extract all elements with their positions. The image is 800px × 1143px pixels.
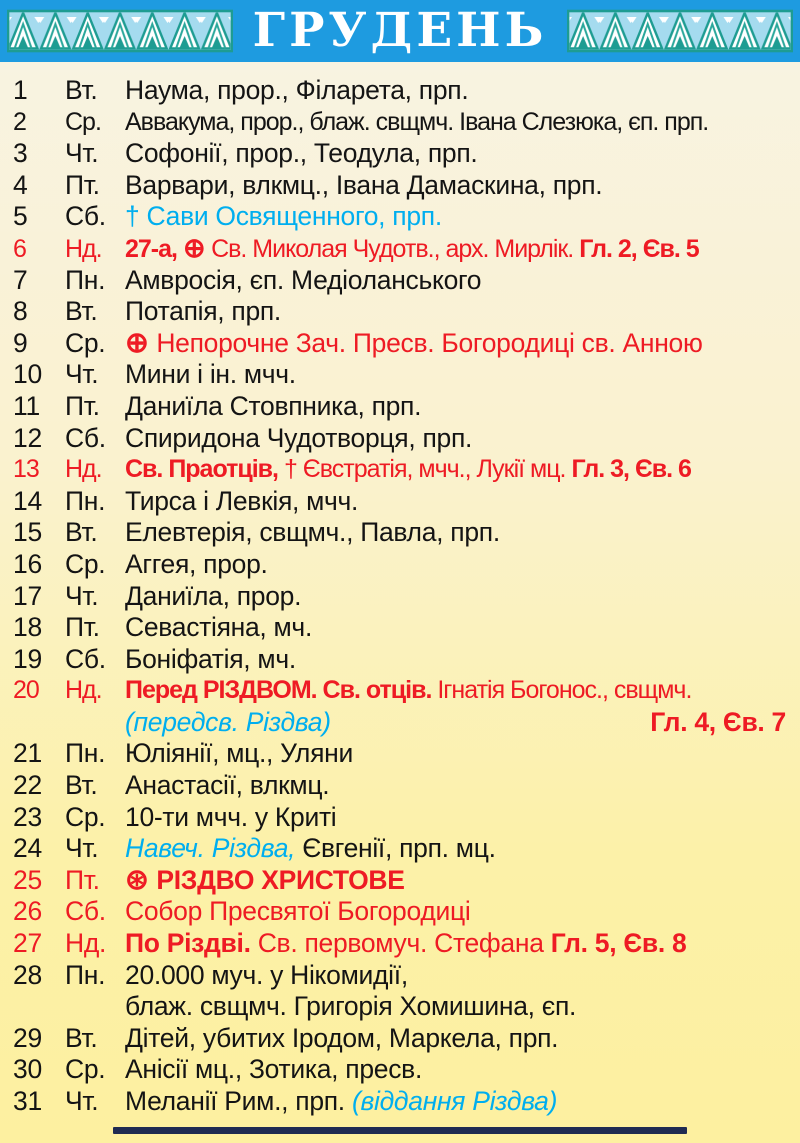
calendar-row xyxy=(0,549,800,581)
entry-segments xyxy=(125,960,408,990)
calendar-row xyxy=(0,138,800,170)
day-number: 23 xyxy=(13,801,42,832)
day-of-week: Чт. xyxy=(65,359,99,390)
day-entry-text xyxy=(125,865,800,897)
entry-segments xyxy=(125,991,576,1023)
entry-text-segment: По Різдві. xyxy=(125,928,258,959)
entry-segments xyxy=(125,517,500,547)
entry-text-segment: (передсв. Різдва) xyxy=(125,706,331,737)
calendar-row xyxy=(0,612,800,644)
entry-text-segment: 20.000 муч. у Нікомидії, xyxy=(125,959,408,990)
day-of-week: Пн. xyxy=(65,959,106,990)
calendar-row xyxy=(0,391,800,423)
entry-text-segment: Св. Миколая Чудотв., арх. Мирлік. xyxy=(211,234,580,263)
day-number: 26 xyxy=(13,896,42,927)
day-number: 21 xyxy=(13,738,42,769)
day-number: 13 xyxy=(13,455,39,484)
entry-text-segment: Аггея, прор. xyxy=(125,548,268,579)
entry-segments xyxy=(125,833,496,863)
day-of-week: Ср. xyxy=(65,107,101,136)
day-of-week: Пт. xyxy=(65,390,100,421)
entry-text-segment: Амвросія, єп. Медіоланського xyxy=(125,264,482,295)
day-of-week: Нд. xyxy=(65,928,107,959)
entry-text-segment: † Сави Освященного, прп. xyxy=(125,201,442,232)
entry-text-segment: Наума, прор., Філарета, прп. xyxy=(125,75,469,105)
calendar-row xyxy=(0,170,800,202)
day-of-week: Нд. xyxy=(65,234,102,263)
entry-segments xyxy=(125,1054,422,1084)
month-title: ГРУДЕНЬ xyxy=(252,3,548,58)
day-number: 8 xyxy=(13,296,28,327)
entry-segments xyxy=(125,1086,557,1116)
day-entry-text xyxy=(125,675,800,707)
entry-text-segment: (віддання Різдва) xyxy=(351,1086,558,1116)
day-entry-text xyxy=(125,896,800,928)
day-of-week: Пт. xyxy=(65,864,100,895)
day-of-week: Ср. xyxy=(65,548,106,579)
day-number: 1 xyxy=(13,75,28,105)
day-entry-text xyxy=(125,328,800,360)
day-entry-text xyxy=(125,201,800,233)
entry-segments xyxy=(125,359,296,389)
day-number: 10 xyxy=(13,359,42,390)
entry-segments xyxy=(125,170,602,200)
entry-text-segment: Анісії мц., Зотика, пресв. xyxy=(125,1054,423,1085)
calendar-row xyxy=(0,802,800,834)
day-number: 9 xyxy=(13,327,28,358)
entry-text-segment: Євгенії, прп. мц. xyxy=(302,833,496,864)
calendar-row xyxy=(0,107,800,139)
entry-segments xyxy=(125,108,708,136)
entry-segments xyxy=(125,865,405,895)
day-entry-text xyxy=(125,707,800,739)
entry-text-segment: Софонії, прор., Теодула, прп. xyxy=(125,138,478,169)
feast-cross-icon: ⊕ xyxy=(125,327,157,359)
calendar-row-continuation xyxy=(0,991,800,1023)
day-of-week: Вт. xyxy=(65,517,98,548)
day-number: 14 xyxy=(13,485,42,516)
entry-segments xyxy=(125,581,301,611)
calendar-row xyxy=(0,770,800,802)
calendar-row xyxy=(0,233,800,265)
calendar-row xyxy=(0,675,800,707)
entry-segments xyxy=(125,75,468,105)
ornament-band-right-icon xyxy=(567,8,793,54)
calendar-row xyxy=(0,581,800,613)
footer-divider-bar xyxy=(113,1127,687,1134)
entry-text-segment: Потапія, прп. xyxy=(125,296,281,327)
entry-segments xyxy=(125,265,481,295)
day-of-week: Сб. xyxy=(65,643,106,674)
entry-text-segment: Непорочне Зач. Пресв. Богородиці св. Анною xyxy=(156,327,703,358)
day-of-week: Ср. xyxy=(65,327,106,358)
calendar-row xyxy=(0,928,800,960)
day-of-week: Чт. xyxy=(65,833,99,864)
day-number: 12 xyxy=(13,422,42,453)
day-entry-text xyxy=(125,233,800,266)
day-number: 19 xyxy=(13,643,42,674)
day-number: 18 xyxy=(13,612,42,643)
day-of-week: Пн. xyxy=(65,485,106,516)
day-entry-text xyxy=(125,1054,800,1086)
day-number: 2 xyxy=(13,107,26,136)
entry-text-segment: Даниїла Стовпника, прп. xyxy=(125,390,422,421)
calendar-row xyxy=(0,865,800,897)
entry-segments xyxy=(125,455,691,483)
entry-segments xyxy=(125,770,329,800)
entry-text-segment: Мини і ін. мчч. xyxy=(125,359,296,390)
day-number: 3 xyxy=(13,138,28,169)
day-of-week: Ср. xyxy=(65,1054,106,1085)
entry-text-segment: 27-а, xyxy=(125,234,183,263)
day-number: 4 xyxy=(13,169,28,200)
day-entry-text xyxy=(125,928,800,960)
feast-cross-icon: ⊛ xyxy=(125,864,157,896)
entry-text-segment: Ігнатія Богонос., свщмч. xyxy=(437,676,692,705)
day-number: 28 xyxy=(13,959,42,990)
entry-text-segment: Даниїла, прор. xyxy=(125,580,302,611)
calendar-row xyxy=(0,1023,800,1055)
calendar-row xyxy=(0,960,800,992)
entry-text-segment: Гл. 5, Єв. 8 xyxy=(550,928,687,959)
entry-segments xyxy=(125,201,442,231)
entry-segments xyxy=(125,612,312,642)
entry-segments xyxy=(125,391,421,421)
calendar-row xyxy=(0,644,800,676)
day-number: 25 xyxy=(13,864,42,895)
day-entry-text xyxy=(125,517,800,549)
calendar-row xyxy=(0,201,800,233)
calendar-row xyxy=(0,1054,800,1086)
calendar-row xyxy=(0,454,800,486)
entry-text-segment: Севастіяна, мч. xyxy=(125,612,313,643)
day-entry-text xyxy=(125,391,800,423)
day-entry-text xyxy=(125,75,800,107)
entry-text-segment: Варвари, влкмц., Івана Дамаскина, прп. xyxy=(125,169,603,200)
day-number: 15 xyxy=(13,517,42,548)
day-entry-text xyxy=(125,107,800,139)
day-entry-text xyxy=(125,991,800,1023)
entry-text-segment: Перед РІЗДВОМ. Св. отців. xyxy=(125,676,438,705)
day-of-week: Чт. xyxy=(65,580,99,611)
entry-text-segment: 10-ти мчч. у Криті xyxy=(125,801,337,832)
entry-segments xyxy=(125,328,703,358)
day-number: 16 xyxy=(13,548,42,579)
day-entry-text xyxy=(125,770,800,802)
entry-right-aligned-text: Гл. 4, Єв. 7 xyxy=(650,706,786,737)
calendar-row xyxy=(0,296,800,328)
entry-segments xyxy=(125,232,699,263)
day-of-week: Чт. xyxy=(65,1086,99,1116)
calendar-row xyxy=(0,359,800,391)
calendar-row xyxy=(0,738,800,770)
day-number: 20 xyxy=(13,676,39,705)
entry-segments xyxy=(125,676,691,704)
day-of-week: Чт. xyxy=(65,138,99,169)
day-of-week: Нд. xyxy=(65,676,102,705)
entry-text-segment: Елевтерія, свщмч., Павла, прп. xyxy=(125,517,500,548)
entry-segments xyxy=(125,138,477,168)
day-entry-text xyxy=(125,1086,800,1118)
calendar-row xyxy=(0,517,800,549)
day-number: 31 xyxy=(13,1086,42,1116)
entry-segments xyxy=(125,896,470,926)
entry-text-segment: Аввакума, прор., блаж. свщмч. Івана Слезюка, єп. прп. xyxy=(125,107,709,136)
entry-text-segment: Гл. 3, Єв. 6 xyxy=(571,455,691,484)
day-of-week: Сб. xyxy=(65,201,106,232)
entry-text-segment: Меланії Рим., прп. xyxy=(125,1086,352,1116)
entry-text-segment: Спиридона Чудотворця, прп. xyxy=(125,422,473,453)
day-entry-text xyxy=(125,644,800,676)
entry-text-segment: Св. первомуч. Стефана xyxy=(257,928,551,959)
day-entry-text xyxy=(125,549,800,581)
entry-segments xyxy=(125,802,336,832)
calendar-row-continuation xyxy=(0,707,800,739)
entry-text-segment: Навеч. Різдва, xyxy=(125,833,303,864)
day-entry-text xyxy=(125,486,800,518)
day-number: 30 xyxy=(13,1054,42,1085)
day-entry-text xyxy=(125,738,800,770)
entry-segments xyxy=(125,738,353,768)
day-entry-text xyxy=(125,296,800,328)
day-entry-text xyxy=(125,423,800,455)
day-of-week: Вт. xyxy=(65,296,98,327)
entry-segments xyxy=(125,1023,558,1053)
day-number: 5 xyxy=(13,201,28,232)
day-number: 27 xyxy=(13,928,42,959)
day-number: 7 xyxy=(13,264,28,295)
calendar-row xyxy=(0,265,800,297)
calendar-row xyxy=(0,1086,800,1118)
day-number: 29 xyxy=(13,1022,42,1053)
day-of-week: Вт. xyxy=(65,75,98,105)
day-number: 24 xyxy=(13,833,42,864)
calendar-rows xyxy=(0,62,800,1127)
day-of-week: Вт. xyxy=(65,1022,98,1053)
day-entry-text xyxy=(125,265,800,297)
calendar-row xyxy=(0,423,800,455)
calendar-row xyxy=(0,896,800,928)
entry-text-segment: Дітей, убитих Іродом, Маркела, прп. xyxy=(125,1022,559,1053)
day-of-week: Сб. xyxy=(65,896,106,927)
day-of-week: Ср. xyxy=(65,801,106,832)
month-header xyxy=(0,0,800,62)
day-entry-text xyxy=(125,833,800,865)
entry-segments xyxy=(125,707,331,739)
entry-text-segment: Св. Праотців, xyxy=(125,455,284,484)
day-number: 11 xyxy=(13,390,40,421)
entry-text-segment: Анастасії, влкмц. xyxy=(125,770,330,801)
entry-segments xyxy=(125,549,268,579)
entry-segments xyxy=(125,423,472,453)
entry-segments xyxy=(125,928,686,958)
ornament-band-left-icon xyxy=(7,8,233,54)
day-entry-text xyxy=(125,359,800,391)
day-entry-text xyxy=(125,581,800,613)
entry-text-segment: РІЗДВО ХРИСТОВЕ xyxy=(156,864,405,895)
day-of-week: Вт. xyxy=(65,770,98,801)
day-number: 22 xyxy=(13,770,42,801)
entry-segments xyxy=(125,296,281,326)
day-of-week: Пт. xyxy=(65,612,100,643)
calendar-row xyxy=(0,833,800,865)
entry-text-segment: Юліянії, мц., Уляни xyxy=(125,738,353,769)
day-entry-text xyxy=(125,454,800,486)
day-number: 6 xyxy=(13,234,26,263)
day-number: 17 xyxy=(13,580,42,611)
entry-text-segment: Тирса і Левкія, мчч. xyxy=(125,485,359,516)
calendar-row xyxy=(0,328,800,360)
day-of-week: Нд. xyxy=(65,455,102,484)
entry-segments xyxy=(125,644,296,674)
day-of-week: Сб. xyxy=(65,422,106,453)
day-entry-text xyxy=(125,170,800,202)
entry-text-segment: блаж. свщмч. Григорія Хомишина, єп. xyxy=(125,991,577,1022)
entry-text-segment: Боніфатія, мч. xyxy=(125,643,296,674)
day-entry-text xyxy=(125,802,800,834)
entry-text-segment: Собор Пресвятої Богородиці xyxy=(125,896,471,927)
day-entry-text xyxy=(125,960,800,992)
entry-text-segment: Гл. 2, Єв. 5 xyxy=(579,234,699,263)
calendar-row xyxy=(0,486,800,518)
feast-cross-icon: ⊕ xyxy=(182,232,212,263)
day-entry-text xyxy=(125,138,800,170)
day-of-week: Пт. xyxy=(65,169,100,200)
calendar-row xyxy=(0,75,800,107)
day-entry-text xyxy=(125,1023,800,1055)
day-entry-text xyxy=(125,612,800,644)
day-of-week: Пн. xyxy=(65,264,106,295)
entry-segments xyxy=(125,486,358,516)
entry-text-segment: † Євстратія, мчч., Лукії мц. xyxy=(283,455,572,484)
day-of-week: Пн. xyxy=(65,738,106,769)
